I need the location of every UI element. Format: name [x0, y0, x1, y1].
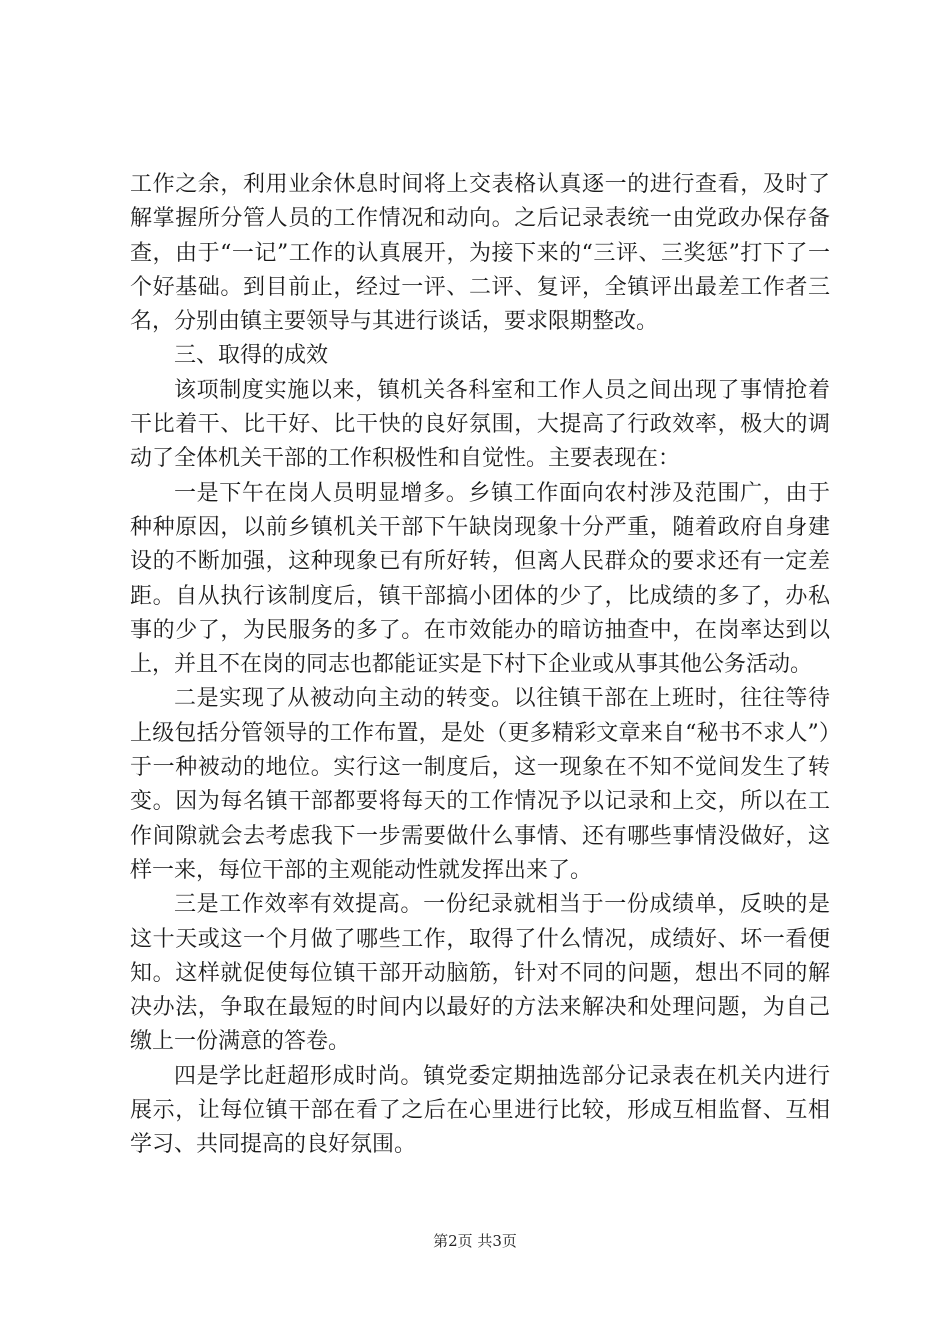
paragraph-point-four: 四是学比赶超形成时尚。镇党委定期抽选部分记录表在机关内进行展示，让每位镇干部在看了之后在心里进行比较，形成互相监督、互相学习、共同提高的良好氛围。 — [130, 1063, 830, 1158]
page-number-footer: 第2页 共3页 — [433, 1232, 517, 1250]
paragraph-intro: 该项制度实施以来，镇机关各科室和工作人员之间出现了事情抢着干比着干、比干好、比干快的良好氛围，大提高了行政效率，极大的调动了全体机关干部的工作积极性和自觉性。主要表现在： — [130, 377, 830, 472]
section-heading: 三、取得的成效 — [174, 343, 329, 369]
paragraph-point-three: 三是工作效率有效提高。一份纪录就相当于一份成绩单，反映的是这十天或这一个月做了哪些工作，取得了什么情况，成绩好、坏一看便知。这样就促使每位镇干部开动脑筋，针对不同的问题，想出不同的解决办法，争取在最短的时间内以最好的方法来解决和处理问题，为自己缴上一份满意的答卷。 — [130, 892, 830, 1055]
paragraph-point-two: 二是实现了从被动向主动的转变。以往镇干部在上班时，往往等待上级包括分管领导的工作布置，是处（更多精彩文章来自“秘书不求人”）于一种被动的地位。实行这一制度后，这一现象在不知不觉间发生了转变。因为每名镇干部都要将每天的工作情况予以记录和上交，所以在工作间隙就会去考虑我下一步需要做什么事情、还有哪些事情没做好，这样一来，每位干部的主观能动性就发挥出来了。 — [130, 686, 830, 883]
paragraph-continuation: 工作之余，利用业余休息时间将上交表格认真逐一的进行查看，及时了解掌握所分管人员的工作情况和动向。之后记录表统一由党政办保存备查，由于“一记”工作的认真展开，为接下来的“三评、三奖惩”打下了一个好基础。到目前止，经过一评、二评、复评，全镇评出最差工作者三名，分别由镇主要领导与其进行谈话，要求限期整改。 — [130, 172, 830, 335]
document-body — [130, 168, 830, 1163]
paragraph-point-one: 一是下午在岗人员明显增多。乡镇工作面向农村涉及范围广，由于种种原因，以前乡镇机关干部下午缺岗现象十分严重，随着政府自身建设的不断加强，这种现象已有所好转，但离人民群众的要求还有一定差距。自从执行该制度后，镇干部搞小团体的少了，比成绩的多了，办私事的少了，为民服务的多了。在市效能办的暗访抽查中，在岗率达到以上，并且不在岗的同志也都能证实是下村下企业或从事其他公务活动。 — [130, 480, 830, 678]
